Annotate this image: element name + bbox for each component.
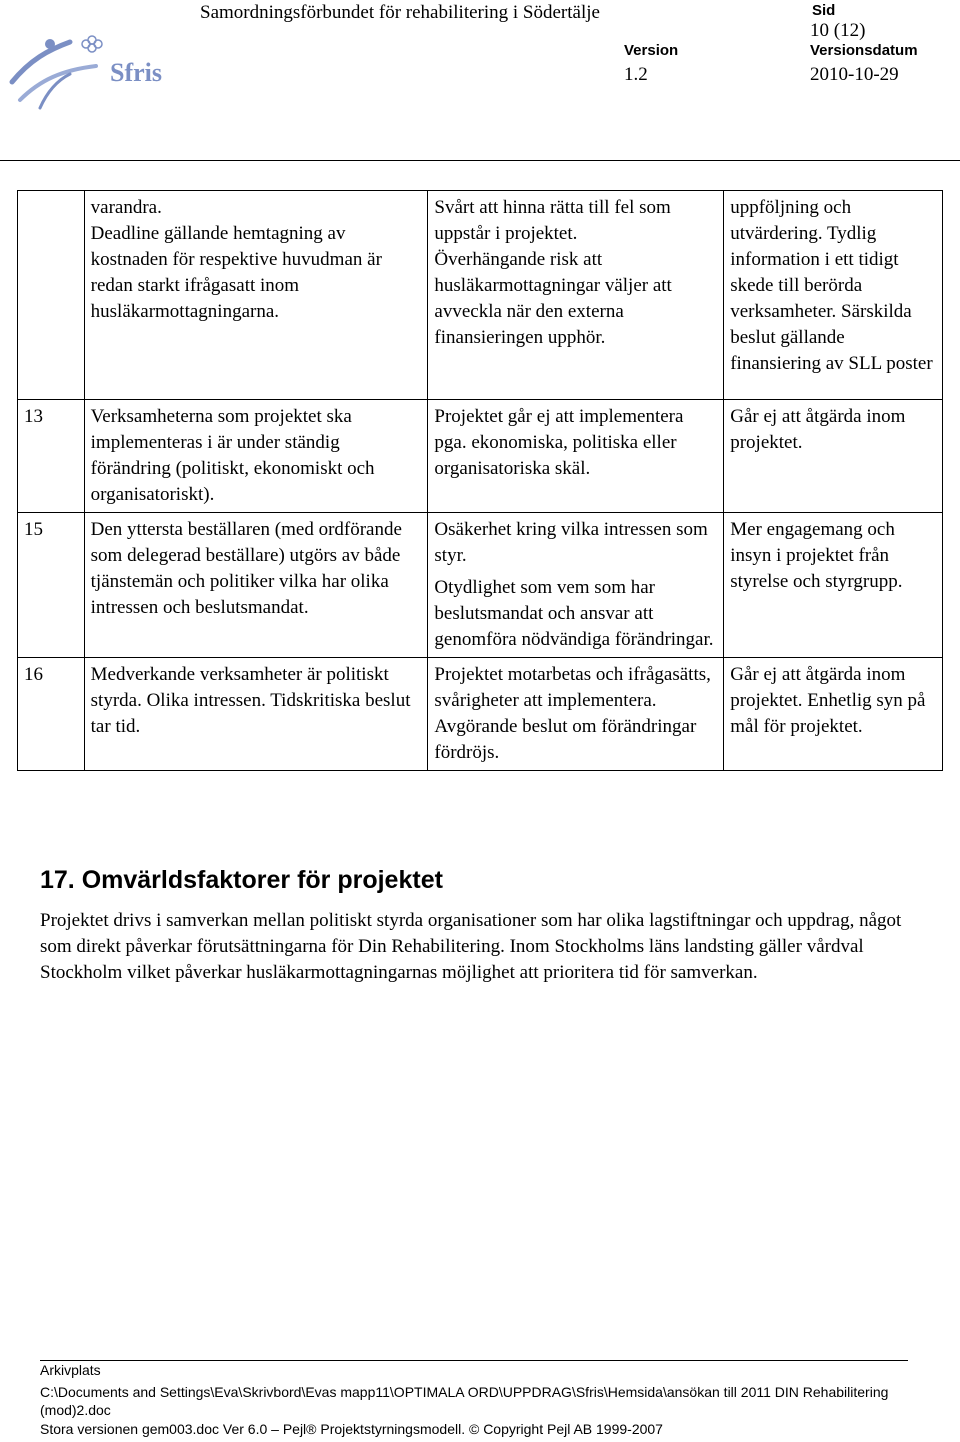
risk-text: Medverkande verksamheter är politiskt styrda. Olika intressen. Tidskritiska beslut tar tid. (90, 664, 411, 737)
risk-text: varandra. (90, 197, 162, 218)
row-number: 13 (18, 400, 85, 513)
action-text: Går ej att åtgärda inom projektet. Enhetlig syn på mål för projektet. (730, 664, 926, 737)
consequence-cell (428, 513, 724, 658)
action-cell (724, 513, 943, 658)
action-cell (724, 191, 943, 400)
row-number: 15 (18, 513, 85, 658)
footer-path: C:\Documents and Settings\Eva\Skrivbord\Evas mapp11\OPTIMALA ORD\UPPDRAG\Sfris\Hemsida\ansökan till 2011 DIN Rehabilitering (mod)2.doc (40, 1384, 889, 1418)
risk-table (17, 190, 943, 771)
table-row (18, 191, 943, 400)
risk-text: Deadline gällande hemtagning av kostnaden för respektive huvudman är redan starkt ifrågasatt inom husläkarmottagningarna. (90, 223, 382, 322)
row-number: 16 (18, 658, 85, 771)
consequence-cell (428, 658, 724, 771)
consequence-cell (428, 191, 724, 400)
section-title: 17. Omvärldsfaktorer för projektet (40, 866, 443, 894)
header-divider (0, 160, 960, 161)
risk-cell (84, 400, 428, 513)
risk-cell (84, 513, 428, 658)
consequence-text: Otydlighet som vem som har beslutsmandat och ansvar att genomföra nödvändiga förändringar. (434, 577, 714, 650)
footer-divider (40, 1360, 908, 1361)
risk-text: Den yttersta beställaren (med ordförande som delegerad beställare) utgörs av både tjänstemän och politiker vilka har olika intressen och beslutsmandat. (90, 519, 402, 618)
risk-text: Verksamheterna som projektet ska implementeras i är under ständig förändring (politiskt, ekonomiskt och organisatoriskt). (90, 406, 375, 505)
action-text: Går ej att åtgärda inom projektet. (730, 406, 906, 453)
action-text: uppföljning och utvärdering. Tydlig information i ett tidigt skede till berörda verksamheter. Särskilda beslut gällande finansiering av SLL poster (730, 197, 933, 374)
consequence-text: Svårt att hinna rätta till fel som uppstår i projektet. (434, 197, 671, 244)
section-body: Projektet drivs i samverkan mellan politiskt styrda organisationer som har olika lagstiftningar och uppdrag, något som direkt påverkar förutsättningarna för Din Rehabilitering. Inom Stockholms läns landsting gäller vårdval Stockholm vilket påverkar husläkarmottagningarnas möjlighet att prioritera tid för samverkan. (40, 910, 902, 983)
table-row (18, 658, 943, 771)
action-text: Mer engagemang och insyn i projektet från styrelse och styrgrupp. (730, 519, 903, 592)
risk-cell (84, 658, 428, 771)
version-value: 1.2 (624, 64, 648, 85)
versionsdatum-label: Versionsdatum (810, 42, 918, 59)
action-cell (724, 658, 943, 771)
logo-text: Sfris (110, 58, 162, 87)
consequence-text: Projektet motarbetas och ifrågasätts, svårigheter att implementera. Avgörande beslut om förändringar fördröjs. (434, 664, 711, 763)
versionsdatum-value: 2010-10-29 (810, 64, 899, 85)
risk-cell (84, 191, 428, 400)
consequence-text: Överhängande risk att husläkarmottagningar väljer att avveckla när den externa finansieringen upphör. (434, 249, 672, 348)
consequence-text: Projektet går ej att implementera pga. ekonomiska, politiska eller organisatoriska skäl. (434, 406, 684, 479)
organization-name: Samordningsförbundet för rehabilitering i Södertälje (200, 2, 600, 23)
sid-label: Sid (812, 2, 836, 19)
table-row (18, 513, 943, 658)
consequence-text: Osäkerhet kring vilka intressen som styr. (434, 519, 708, 566)
action-cell (724, 400, 943, 513)
sid-value: 10 (12) (810, 20, 866, 41)
table-row (18, 400, 943, 513)
row-number (18, 191, 85, 400)
version-label: Version (624, 42, 679, 59)
footer-copyright: Stora versionen gem003.doc Ver 6.0 – Pejl® Projektstyrningsmodell. © Copyright Pejl AB 1999-2007 (40, 1421, 663, 1437)
footer-label: Arkivplats (40, 1362, 101, 1378)
consequence-cell (428, 400, 724, 513)
